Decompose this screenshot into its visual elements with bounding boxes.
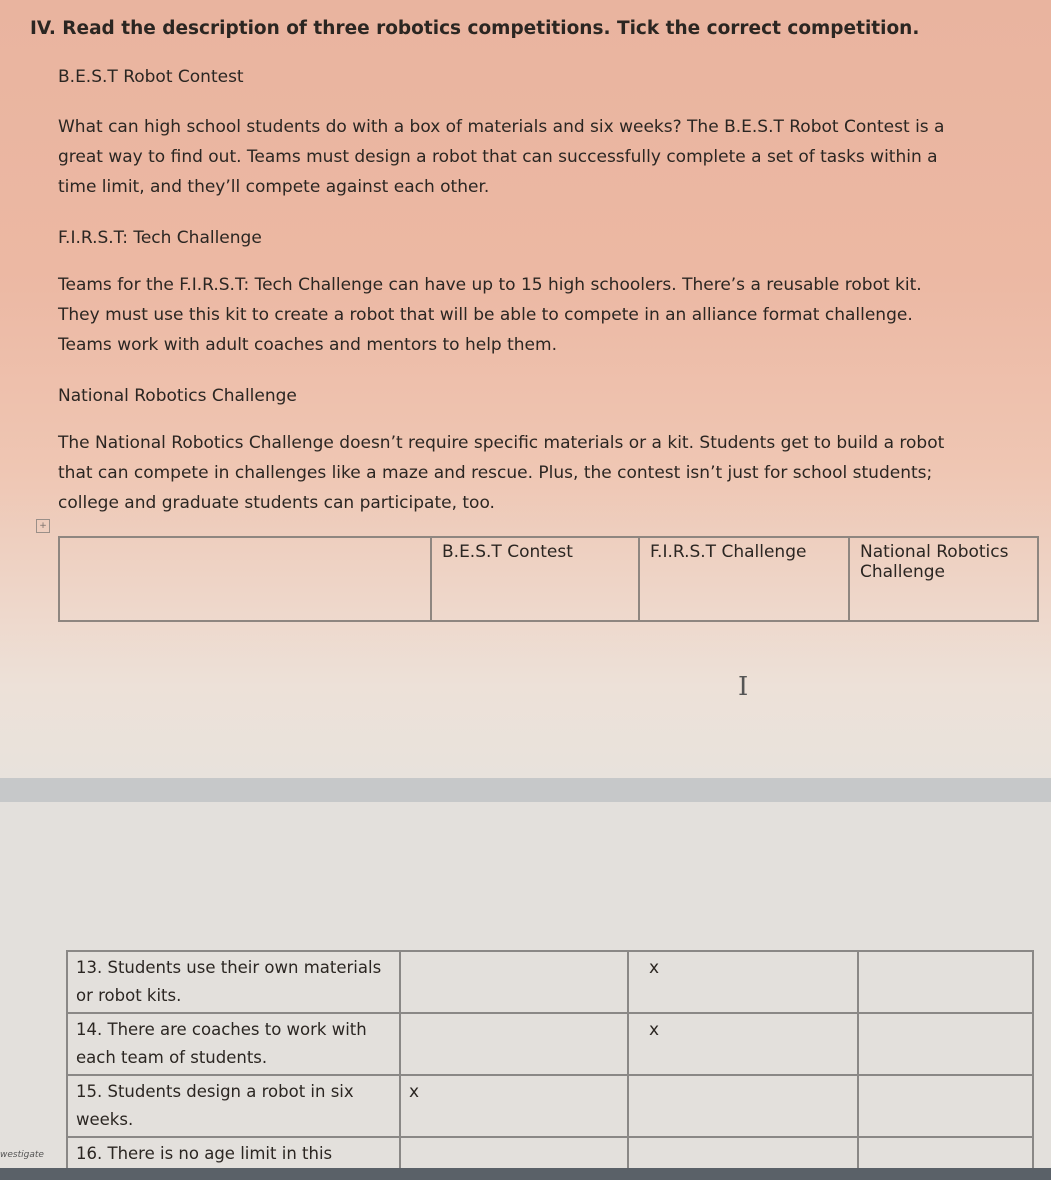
tick-cell-national[interactable] xyxy=(858,951,1033,1013)
header-cell-first[interactable]: F.I.R.S.T Challenge xyxy=(639,537,849,621)
competition-title-best: B.E.S.T Robot Contest xyxy=(58,67,244,87)
answer-table xyxy=(66,950,1034,1172)
header-cell-best[interactable]: B.E.S.T Contest xyxy=(431,537,639,621)
tick-cell-national[interactable] xyxy=(858,1013,1033,1075)
table-row xyxy=(67,1137,1033,1171)
question-cell: 15. Students design a robot in six weeks. xyxy=(67,1075,400,1137)
question-cell: 16. There is no age limit in this xyxy=(67,1137,400,1171)
header-cell-national[interactable]: National Robotics Challenge xyxy=(849,537,1038,621)
exercise-instruction: IV. Read the description of three robotics competitions. Tick the correct competition. xyxy=(30,18,920,39)
tick-cell-national[interactable] xyxy=(858,1137,1033,1171)
header-cell-empty[interactable] xyxy=(59,537,431,621)
footer-word: westigate xyxy=(0,1150,44,1160)
tick-cell-best[interactable] xyxy=(400,951,628,1013)
competition-header-table xyxy=(58,536,1039,622)
text-line: Teams work with adult coaches and mentors to help them. xyxy=(58,335,557,355)
question-cell: 13. Students use their own materials or robot kits. xyxy=(67,951,400,1013)
competition-title-national: National Robotics Challenge xyxy=(58,386,297,406)
tick-cell-national[interactable] xyxy=(858,1075,1033,1137)
text-line: great way to find out. Teams must design a robot that can successfully complete a set of tasks within a xyxy=(58,147,938,167)
text-line: The National Robotics Challenge doesn’t require specific materials or a kit. Students get to build a robot xyxy=(58,433,945,453)
tick-cell-first[interactable]: x xyxy=(628,1013,858,1075)
text-line: time limit, and they’ll compete against each other. xyxy=(58,177,490,197)
competition-text-first xyxy=(58,270,1038,360)
tick-cell-best[interactable] xyxy=(400,1013,628,1075)
screen-bottom-edge xyxy=(0,1168,1051,1180)
table-row xyxy=(67,1075,1033,1137)
table-row xyxy=(67,951,1033,1013)
text-line: They must use this kit to create a robot that will be able to compete in an alliance format challenge. xyxy=(58,305,913,325)
tick-cell-best[interactable]: x xyxy=(400,1075,628,1137)
text-cursor-icon: I xyxy=(738,672,749,702)
tick-cell-first[interactable]: x xyxy=(628,951,858,1013)
tick-cell-first[interactable] xyxy=(628,1137,858,1171)
competition-text-national xyxy=(58,428,1038,518)
text-line: Teams for the F.I.R.S.T: Tech Challenge can have up to 15 high schoolers. There’s a reusable robot kit. xyxy=(58,275,922,295)
table-move-handle-icon[interactable]: + xyxy=(36,519,50,533)
tick-cell-best[interactable] xyxy=(400,1137,628,1171)
table-row xyxy=(67,1013,1033,1075)
question-cell: 14. There are coaches to work with each team of students. xyxy=(67,1013,400,1075)
text-line: that can compete in challenges like a maze and rescue. Plus, the contest isn’t just for school students; xyxy=(58,463,933,483)
text-line: What can high school students do with a box of materials and six weeks? The B.E.S.T Robot Contest is a xyxy=(58,117,945,137)
scan-separator-band xyxy=(0,778,1051,802)
text-line: college and graduate students can participate, too. xyxy=(58,493,495,513)
competition-title-first: F.I.R.S.T: Tech Challenge xyxy=(58,228,262,248)
competition-text-best xyxy=(58,112,1038,202)
tick-cell-first[interactable] xyxy=(628,1075,858,1137)
